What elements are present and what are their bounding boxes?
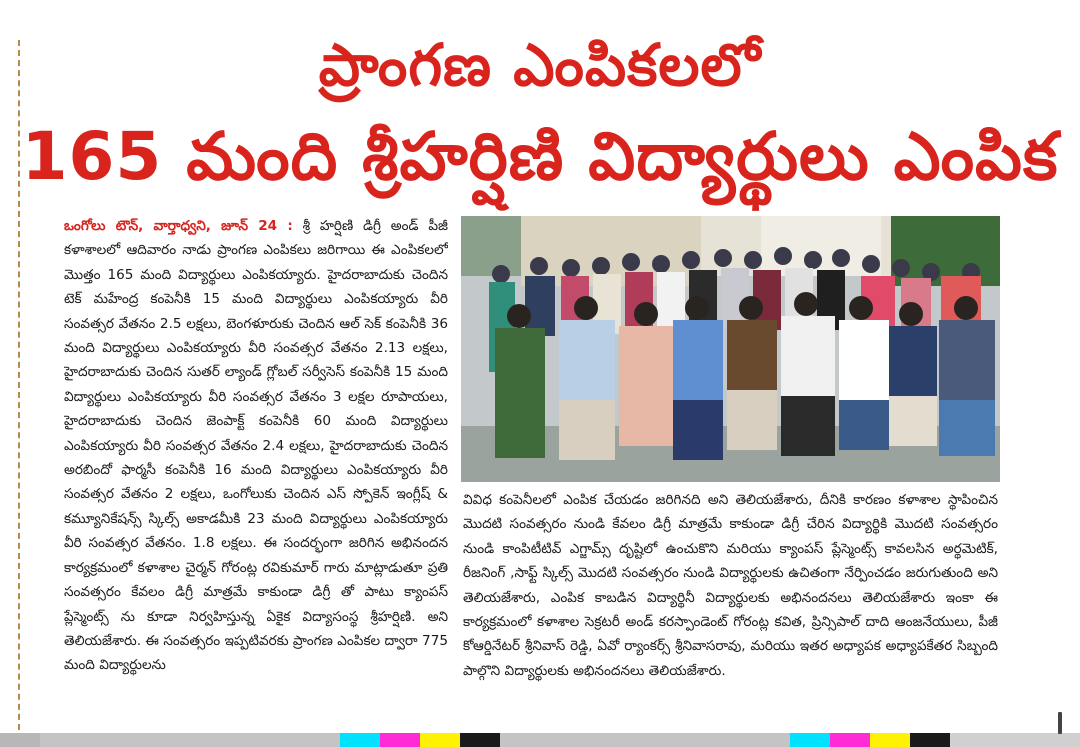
crop-mark xyxy=(1058,712,1062,734)
print-color-strip-gray-left xyxy=(0,733,40,747)
print-color-swatch-black xyxy=(460,733,500,747)
print-color-strip-gray xyxy=(40,733,340,747)
print-color-swatch-cyan-2 xyxy=(790,733,830,747)
print-color-strip-end xyxy=(950,733,1080,747)
headline-line-2: 165 మంది శ్రీహర్షిణి విద్యార్థులు ఎంపిక xyxy=(21,118,1059,195)
dateline: ఒంగోలు టౌన్, వార్తాధ్వని, జూన్ 24 : xyxy=(64,218,293,234)
headline-line-1: ప్రాంగణ ఎంపికలలో xyxy=(318,31,762,99)
print-color-swatch-magenta-2 xyxy=(830,733,870,747)
print-color-strip-gray-right xyxy=(500,733,790,747)
print-color-swatch-yellow xyxy=(420,733,460,747)
group-photo xyxy=(461,216,1000,482)
article-left-column xyxy=(64,214,448,724)
print-color-swatch-magenta xyxy=(380,733,420,747)
print-color-swatch-yellow-2 xyxy=(870,733,910,747)
print-color-swatch-cyan xyxy=(340,733,380,747)
article-right-column xyxy=(463,488,998,724)
print-color-swatch-black-2 xyxy=(910,733,950,747)
article-body-left: శ్రీ హర్షిణి డిగ్రీ అండ్ పీజీ కళాశాలలో ఆదివారం నాడు ప్రాంగణ ఎంపికలు జరిగాయి ఈ ఎంపికలలో మొత్తం 165 మంది విద్యార్థులు ఎంపికయ్యారు. హైదరాబాదుకు చెందిన టెక్ మహేంద్ర కంపెనీకి 15 మంది విద్యార్థులు ఎంపికయ్యారు వీరి సంవత్సర వేతనం 2.5 లక్షలు, బెంగళూరుకు చెందిన ఆల్ సెక్ కంపెనీకి 36 మంది విద్యార్థులు ఎంపికయ్యారు వీరి సంవత్సర వేతనం 2.13 లక్షలు, హైదరాబాదుకు చెందిన సుతర్ ల్యాండ్ గ్లోబల్ సర్వీసెస్ కంపెనీకి 15 మంది విద్యార్థులు ఎంపికయ్యారు వీరి సంవత్సర వేతనం 3 లక్షల రూపాయలు, హైదరాబాదుకు చెందిన జెంపాక్ట్ కంపెనీకి 60 మంది విద్యార్థులు ఎంపికయ్యారు వీరి సంవత్సర వేతనం 2.4 లక్షలు, హైదరాబాదుకు చెందిన అరబిందో ఫార్మసీ కంపెనీకి 16 మంది విద్యార్థులు ఎంపికయ్యారు వీరి సంవత్సర వేతనం 2 లక్షలు, ఒంగోలుకు చెందిన ఎస్ స్పోకెన్ ఇంగ్లీష్ & కమ్యూనికేషన్స్ స్కిల్స్ అకాడమీకి 23 మంది విద్యార్థులు ఎంపికయ్యారు వీరి సంవత్సర వేతనం. 1.8 లక్షలు. ఈ సందర్భంగా జరిగిన అభినందన కార్యక్రమంలో కళాశాల చైర్మన్ గోరంట్ల రవికుమార్ గారు మాట్లాడుతూ ప్రతి సంవత్సరం కేవలం డిగ్రీ మాత్రమే కాకుండా డిగ్రీ తో పాటు క్యాంపస్ ప్లేస్మెంట్స్ ను కూడా నిర్వహిస్తున్న ఏకైక విద్యాసంస్థ శ్రీహర్షిణి. అని తెలియజేశారు. ఈ సంవత్సరం ఇప్పటివరకు ప్రాంగణ ఎంపికల ద్వారా 775 మంది విద్యార్థులను xyxy=(64,218,448,674)
group-photo-illustration xyxy=(461,216,1000,482)
article-body-right: వివిధ కంపెనీలలో ఎంపిక చేయడం జరిగినది అని తెలియజేశారు, దీనికి కారణం కళాశాల స్థాపించిన మొదటి సంవత్సరం నుండి కేవలం డిగ్రీ మాత్రమే కాకుండా డిగ్రీ చేరిన విద్యార్థికి మొదటి సంవత్సరం నుండి కాంపిటీటివ్ ఎగ్జామ్స్ దృష్టిలో ఉంచుకొని మరియు క్యాంపస్ ప్లేస్మెంట్స్ కావలసిన అర్థమెటిక్, రీజనింగ్ ,సాఫ్ట్ స్కిల్స్ మొదటి సంవత్సరం నుండి విద్యార్థులకు ఉచితంగా నేర్పించడం జరుగుతుంది అని తెలియజేశారు, ఎంపిక కాబడిన విద్యార్థినీ విద్యార్థులకు అభినందనలు తెలియజేశారు ఇంకా ఈ కార్యక్రమంలో కళాశాల సెక్రటరీ అండ్ కరస్పాండెంట్ గోరంట్ల కవిత, ప్రిన్సిపాల్ దాది ఆంజనేయులు, పీజీ కోఆర్డినేటర్ శ్రీనివాస్ రెడ్డి, ఏవో ర్యాంకర్స్ శ్రీనివాసరావు, మరియు ఇతర అధ్యాపక అధ్యాపకేతర సిబ్బంది పాల్గొని విద్యార్థులకు అభినందనలు తెలియజేశారు. xyxy=(463,492,998,679)
